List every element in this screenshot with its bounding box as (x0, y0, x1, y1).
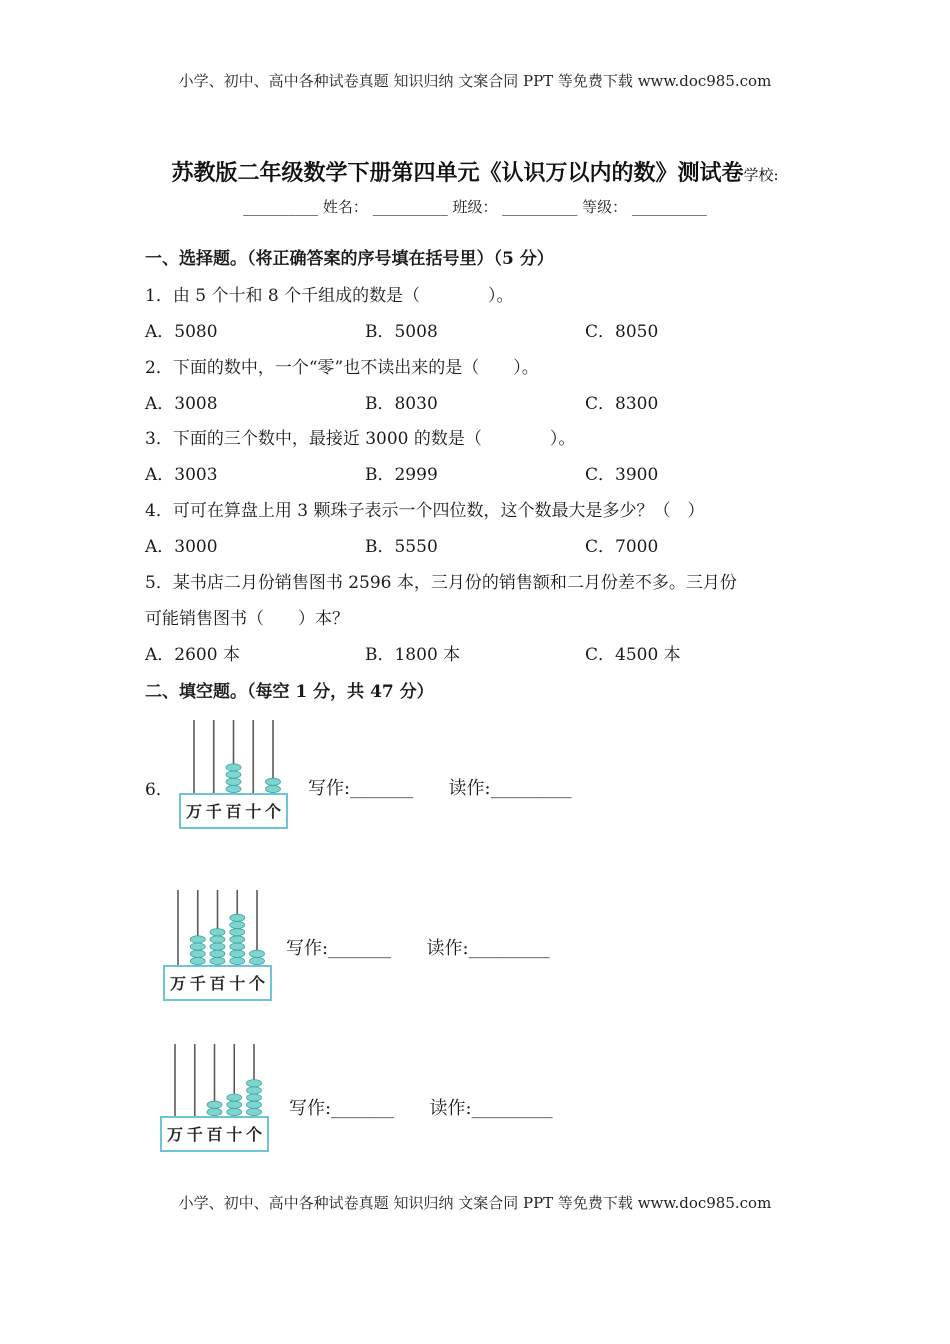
page-header: 小学、初中、高中各种试卷真题 知识归纳 文案合同 PPT 等免费下载 www.doc985.com (178, 72, 772, 90)
abacus-bead (230, 950, 245, 957)
place-label: 十 (229, 974, 246, 993)
class-blank[interactable]: __________ (502, 198, 578, 216)
abacus-1 (176, 716, 291, 832)
abacus-bead (227, 1101, 242, 1108)
section-2-heading: 二、填空题。（每空 1 分，共 47 分） (145, 682, 434, 702)
abacus-bead (190, 943, 205, 950)
abacus-bead (247, 1087, 262, 1094)
write-label: 写作: (308, 778, 351, 799)
abacus-bead (210, 950, 225, 957)
abacus-bead (226, 764, 241, 771)
abacus-bead (207, 1101, 222, 1108)
question-5-line-2: 可能销售图书（ ）本？ (145, 609, 349, 629)
abacus-bead (250, 950, 265, 957)
abacus-bead (230, 914, 245, 921)
section-1-heading: 一、选择题。（将正确答案的序号填在括号里）（5 分） (145, 249, 554, 269)
abacus-bead (190, 957, 205, 964)
abacus-3 (157, 1040, 272, 1155)
write-blank[interactable]: _______ (350, 778, 414, 799)
abacus-bead (247, 1080, 262, 1087)
question-5-option-c[interactable]: C．4500 本 (585, 645, 681, 665)
abacus-bead (210, 929, 225, 936)
question-2-option-a[interactable]: A．3008 (145, 394, 218, 414)
question-6-number: 6． (145, 780, 173, 800)
school-label: 学校: (743, 166, 779, 184)
read-label: 读作: (429, 1098, 472, 1119)
place-label: 千 (189, 974, 206, 993)
name-label: 姓名： (322, 198, 368, 216)
question-3-option-c[interactable]: C．3900 (585, 465, 659, 485)
read-blank[interactable]: _________ (490, 778, 572, 799)
place-label: 万 (169, 974, 187, 993)
abacus-bead (230, 929, 245, 936)
abacus-bead (227, 1094, 242, 1101)
question-4-option-a[interactable]: A．3000 (145, 537, 218, 557)
write-blank[interactable]: _______ (328, 938, 392, 959)
place-label: 个 (248, 974, 266, 993)
abacus-bead (247, 1094, 262, 1101)
school-blank[interactable]: __________ (243, 198, 319, 216)
question-5: 5．某书店二月份销售图书 2596 本，三月份的销售额和二月份差不多。三月份 (145, 573, 737, 593)
place-label: 万 (166, 1125, 184, 1144)
abacus-bead (250, 957, 265, 964)
question-5-option-b[interactable]: B．1800 本 (365, 645, 461, 665)
question-1-option-c[interactable]: C．8050 (585, 322, 659, 342)
abacus-bead (210, 936, 225, 943)
abacus-bead (227, 1108, 242, 1115)
abacus-bead (230, 943, 245, 950)
read-blank[interactable]: _________ (468, 938, 550, 959)
abacus-bead (207, 1108, 222, 1115)
question-5-option-a[interactable]: A．2600 本 (145, 645, 240, 665)
question-2-option-c[interactable]: C．8300 (585, 394, 659, 414)
page-title (0, 156, 950, 187)
question-1-option-b[interactable]: B．5008 (365, 322, 438, 342)
write-label: 写作: (286, 938, 329, 959)
fill-row-1 (308, 774, 572, 800)
abacus-bead (226, 785, 241, 792)
abacus-bead (266, 778, 281, 785)
place-label: 个 (245, 1125, 263, 1144)
abacus-bead (190, 936, 205, 943)
student-info-fields (0, 196, 950, 217)
abacus-bead (226, 778, 241, 785)
grade-label: 等级： (582, 198, 628, 216)
abacus-bead (230, 936, 245, 943)
abacus-bead (230, 957, 245, 964)
abacus-bead (247, 1108, 262, 1115)
question-2-option-b[interactable]: B．8030 (365, 394, 438, 414)
title-main: 苏教版二年级数学下册第四单元《认识万以内的数》测试卷 (171, 160, 744, 186)
read-blank[interactable]: _________ (471, 1098, 553, 1119)
abacus-2 (160, 886, 275, 1004)
question-1: 1．由 5 个十和 8 个千组成的数是（ ）。 (145, 286, 514, 306)
read-label: 读作: (426, 938, 469, 959)
page-footer: 小学、初中、高中各种试卷真题 知识归纳 文案合同 PPT 等免费下载 www.doc985.com (178, 1194, 772, 1212)
fill-row-2 (286, 934, 550, 960)
question-3-option-a[interactable]: A．3003 (145, 465, 218, 485)
abacus-bead (226, 771, 241, 778)
place-label: 千 (186, 1125, 203, 1144)
place-label: 千 (205, 802, 222, 821)
class-label: 班级： (452, 198, 498, 216)
question-1-option-a[interactable]: A．5080 (145, 322, 218, 342)
abacus-bead (230, 921, 245, 928)
question-3: 3．下面的三个数中，最接近 3000 的数是（ ）。 (145, 429, 576, 449)
question-4-option-b[interactable]: B．5550 (365, 537, 438, 557)
write-blank[interactable]: _______ (331, 1098, 395, 1119)
fill-row-3 (289, 1094, 553, 1120)
name-blank[interactable]: __________ (372, 198, 448, 216)
place-label: 个 (264, 802, 282, 821)
question-4-option-c[interactable]: C．7000 (585, 537, 659, 557)
abacus-bead (210, 957, 225, 964)
place-label: 十 (226, 1125, 243, 1144)
place-label: 百 (209, 974, 226, 993)
question-4: 4．可可在算盘上用 3 颗珠子表示一个四位数，这个数最大是多少？（ ） (145, 501, 705, 521)
place-label: 百 (225, 802, 242, 821)
question-2: 2．下面的数中，一个“零”也不读出来的是（ ）。 (145, 358, 539, 378)
abacus-bead (247, 1101, 262, 1108)
abacus-bead (210, 943, 225, 950)
write-label: 写作: (289, 1098, 332, 1119)
grade-blank[interactable]: __________ (631, 198, 707, 216)
place-label: 万 (185, 802, 203, 821)
question-3-option-b[interactable]: B．2999 (365, 465, 438, 485)
read-label: 读作: (448, 778, 491, 799)
place-label: 百 (206, 1125, 223, 1144)
place-label: 十 (245, 802, 262, 821)
abacus-bead (190, 950, 205, 957)
abacus-bead (266, 785, 281, 792)
